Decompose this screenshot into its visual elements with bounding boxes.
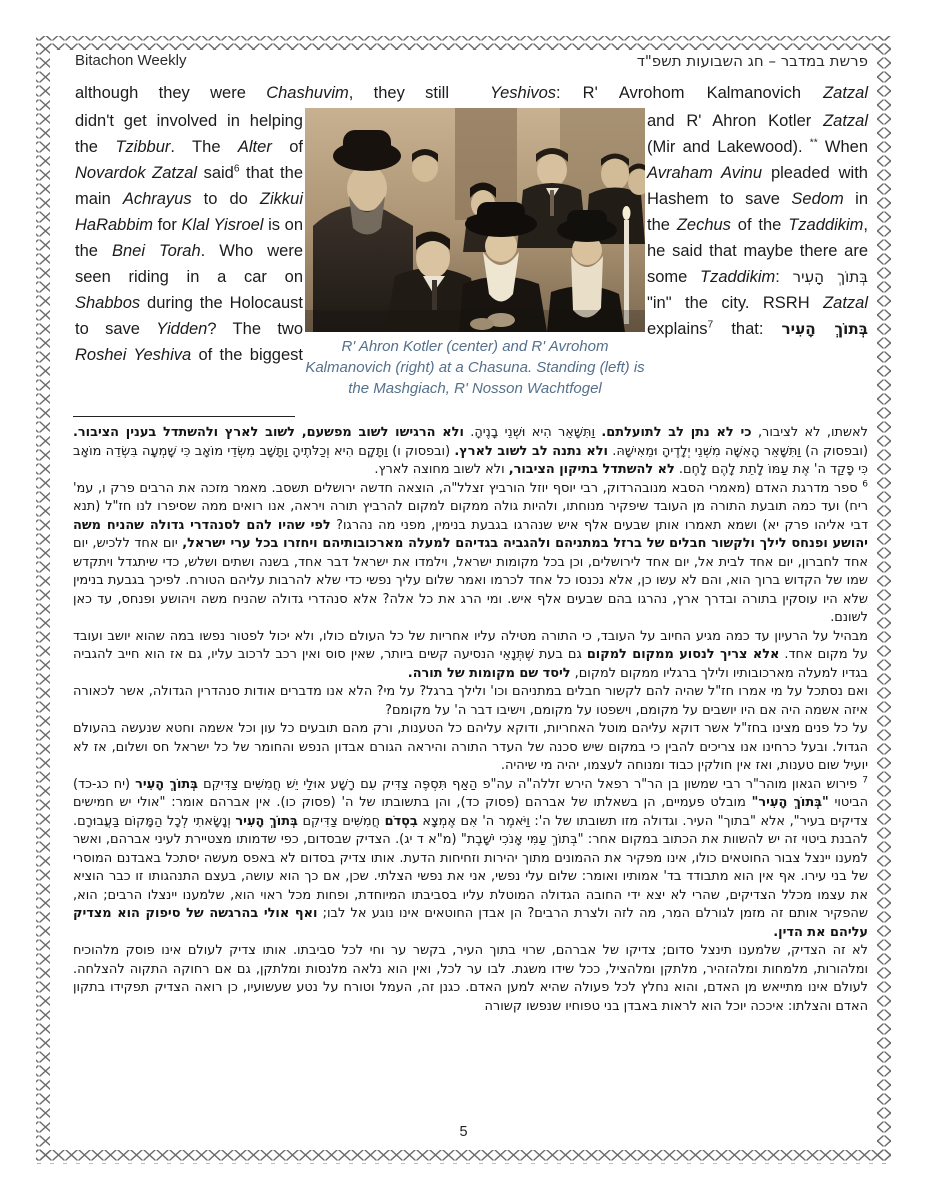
parsha-title: פרשת במדבר – חג השבועות תשפ"ד <box>636 52 868 70</box>
footnote-paragraph: על כל פנים מצינו בחז"ל אשר דוקא עליהם מוטל האחריות, ודוקא עליהם כל הטענות, ורק מהם תובעים כל עון וכל אשמה וחטא שנעשה בהעולם הגדול. ובעל כרחינו אנו צריכים להבין כי במקום שיש סכנה של העדר התורה והיראה הגורם אבדון הנפש והחומר של כל ישראל חס ושלום, אז לא יועיל שום טענות, ואז אין חולקין כבוד ומנוחה לעצמו, יהיה מי שיהיה. <box>73 721 868 773</box>
intro-row <box>75 84 868 103</box>
left-column-intro-line: although they were Chashuvim, they still <box>75 84 449 102</box>
photo-figure <box>303 108 647 399</box>
footnote-paragraph: לא זה הצדיק, שלמענו תינצל סדום; צדיקו של אברהם, שרוי בתוך העיר, בקשר ער וחי לכל סביבתו. אותו צדיק לעולם אינו פוסק מלהוכיח ומלהורות, מלמחות ומלהזהיר, מלתקן ומלהציל, ככל שידו משגת. לבו ער לכל, ואין הוא נלאה מלנסות ומלתקן, גם אם רחוקה התקוה להצלחה. לעולם אינו מתייאש מן האדם, והוא נחלץ לכל פעולה שהיא למען האדם. כגנן זה, העמל וטורח על נטע שעשועיו, כן רואה הצדיק תפקידו בתקון האדם והצלתו: איככה יוכל הוא לראות באבדן בני טפוחיו שנפשו קשורה <box>73 943 868 1014</box>
page-header <box>75 52 868 70</box>
footnote-paragraph: לאשתו, לא לציבור, כי לא נתן לב לתועלתם. וַתִּשָּׁאֵר הִיא וּשְׁנֵי בָנֶיהָ. ולא הרגישו לשוב מפשעם, לשוב לארץ ולהשתדל בענין הציבור. (ובפסוק ה) וַתִּשָּׁאֵר הָאִשָּׁה מִשְּׁנֵי יְלָדֶיהָ וּמֵאִישָׁהּ. ולא נתנה לב לשוב לארץ. (ובפסוק ו) וַתָּקָם הִיא וְכַלֹּתֶיהָ וַתָּשָׁב מִשְּׂדֵי מוֹאָב כִּי שָׁמְעָה בִּשְׂדֵה מוֹאָב כִּי פָקַד ה' אֶת עַמּוֹ לָתֵת לָהֶם לָחֶם. לא להשתדל בתיקון הציבור, ולא לשוב מחוצה לארץ. <box>73 425 868 477</box>
page-number: 5 <box>459 1124 468 1140</box>
chasuna-photo <box>305 108 645 332</box>
footnote-text <box>73 424 868 1124</box>
article-body <box>75 84 868 399</box>
left-text-column: didn't get involved in helping the Tzibbur. The Alter of Novardok Zatzal said$^6$ that the main Achrayus to do Zikkui HaRabbim for Klal Yisroel is on the Bnei Torah. Who were seen riding in a car on Shabbos during the Holocaust to save Yidden? The two Roshei Yeshiva of the biggest <box>75 112 303 364</box>
photo-caption: R' Ahron Kotler (center) and R' Avrohom Kalmanovich (right) at a Chasuna. Standing (left) is the Mashgiach, R' Nosson Wachtfogel <box>305 338 645 397</box>
footnote-paragraph: ואם נסתכל על מי אמרו חז"ל שהיה להם לקשור חבלים במתניהם וכו' ולילך ברגל? על מי? הלא אנו מדברים אודות סנהדרין הגדולה, אשר לכאורה איזה אשמה היה אם היו יושבים על מקומם, וישפטו על מקומם, וישיבו דבר ה' על מקומם? <box>73 684 868 718</box>
footnote-separator <box>73 416 295 417</box>
right-text-column: and R' Ahron Kotler Zatzal (Mir and Lakewood). ** When Avraham Avinu pleaded with Hashem to save Sedom in the Zechus of the Tzaddikim, he said that maybe there are some Tzaddikim: בְּתוֹךְ הָעִיר "in" the city. RSRH Zatzal explains$^7$ that: בְּתוֹךְ הָעִיר <box>647 112 868 338</box>
footnote-paragraph: $^6$ ספר מדרגת האדם (מאמרי הסבא מנובהרדוק, רבי יוסף יוזל הורביץ זצלל"ה, הוצאה חדשה ירושלים תשסב. מאמר מזכה את הרבים פרק ו, עמ' ריח) ועד כמה תובעת התורה מן העובד שיפקיר מנוחתו, ולהיות גולה ממקום למקום להרביץ תורה ויראה, אנו רואים ממה שסיפרו לנו חז"ל (תנא דבי אליהו פרק יא) ושמא תאמרו אותן שבעים אלף איש שנהרגו בגבעת בנימין, מפני מה נהרגו? לפי שהיו להם לסנהדרי גדולה שהניח משה יהושע ופנחס לילך ולקשור חבלים של ברזל במתניהם ולהגביה בגדיהם למעלה מארכובותיהם ויחזרו בכל ערי ישראל, יום אחד ללכיש, יום אחד לחברון, יום אחד לבית אל, יום אחד לירושלים, וכן בכל מקומות ישראל, וילמדו את ישראל דבר אחד, בשנה ושתים ושלש, כדי שיתגדל ויתקדש שמו של הקדוש ברוך הוא, והם לא עשו כן, אלא נכנסו כל אחד לכרמו ואמר שלום עליך נפשי כדי שלא להרבות עליהם הטורח. לפיכך בגבעת בנימין שלא היו עוסקין בתורה ובדרך ארץ, נהרגו בהם שבעים אלף איש. ומי הרג את כל אלה? אלא סנהדרי גדולה שהניח משה ויהושע ופנחס, עד כאן לשונם. <box>73 479 868 625</box>
newsletter-title: Bitachon Weekly <box>75 52 187 69</box>
footnote-paragraph: $^7$ פירוש הגאון מוהר"ר רבי שמשון בן הר"ר רפאל הירש זללה"ה עה"פ הַאַף תִּסְפֶּה צַדִּיק עִם רָשָׁע אוּלַי יֵשׁ חֲמִשִּׁים צַדִּיקִם בְּתוֹךְ הָעִיר (יח כג-כד) הביטוי "בְּתוֹךְ הָעִיר" מובלט פעמיים, הן בשאלתו של אברהם (פסוק כד), והן בתשובתו של ה' (פסוק כו). אין אברהם אומר: "אולי יש חמישים צדיקים בעיר", אלא "בתוך" העיר. וגדולה מזו תשובתו של ה': וַיֹּאמֶר ה' אִם אֶמְצָא בִסְדֹם חֲמִשִּׁים צַדִּיקִם בְּתוֹךְ הָעִיר וְנָשָׂאתִי לְכָל הַמָּקוֹם בַּעֲבוּרָם. להבנת ביטוי זה יש להשוות את הכתוב במקום אחר: "בְּתוֹךְ עַמִּי אָנֹכִי יֹשָׁבֶת" (מ"א ד יג). הצדיק שבסדום, כפי שדמותו מצטיירת לעיני אברהם, ואשר למענו יינצל צבור החוטאים כולו, אינו מפקיר את ההמונים מתוך יהירות וזחיחות הדעת. אותו צדיק בסדום לא באפס מעשה יסתכל באבדנם המוסרי של בני עירו. אף אין הוא מתבודד בד' אמותיו ואומר: שלום עלי נפשי, אני את נפשי הצלתי. שכן, אם כך הוא עושה, בעצם התנהגותו זו כבר הוציא את עצמו מכלל הצדיקים, שהרי לא יצא ידי החובה הגדולה המוטלת עליו בסביבתו המיוחדת, ופחות מכל ראוי הוא, שלמענו יינצלו הרבים; הוא, שהפקיר אותם זה מזמן לגורלם המר, מה לזה ולצרת הרבים? הן אבדן החוטאים אינו נוגע אל לבו; ואף אולי בהרגשה של סיפוק הוא מצדיק עליהם את הדין. <box>73 775 868 940</box>
two-column-with-photo <box>75 108 868 399</box>
footnote-paragraph: מבהיל על הרעיון עד כמה מגיע החיוב על העובד, כי התורה מטילה עליו אחריות של כל העולם כולו, ולא יכול לפטור נפשו במה שהוא יושב ועובד על מקום אחד. אלא צריך לנסוע ממקום למקום גם בעת שֶׁתְּנָאֵי הנסיעה קשים ביותר, שאין סוס ואין רכב לרכוב עליו, גם אז הוא חייב להגביה בגדיו למעלה מארכובותיו ולילך ברגליו ממקום למקום, ליסד שם מקומות של תורה. <box>73 628 868 681</box>
footnotes-section <box>73 416 868 1124</box>
right-column-intro-line: Yeshivos: R' Avrohom Kalmanovich Zatzal <box>490 84 868 102</box>
